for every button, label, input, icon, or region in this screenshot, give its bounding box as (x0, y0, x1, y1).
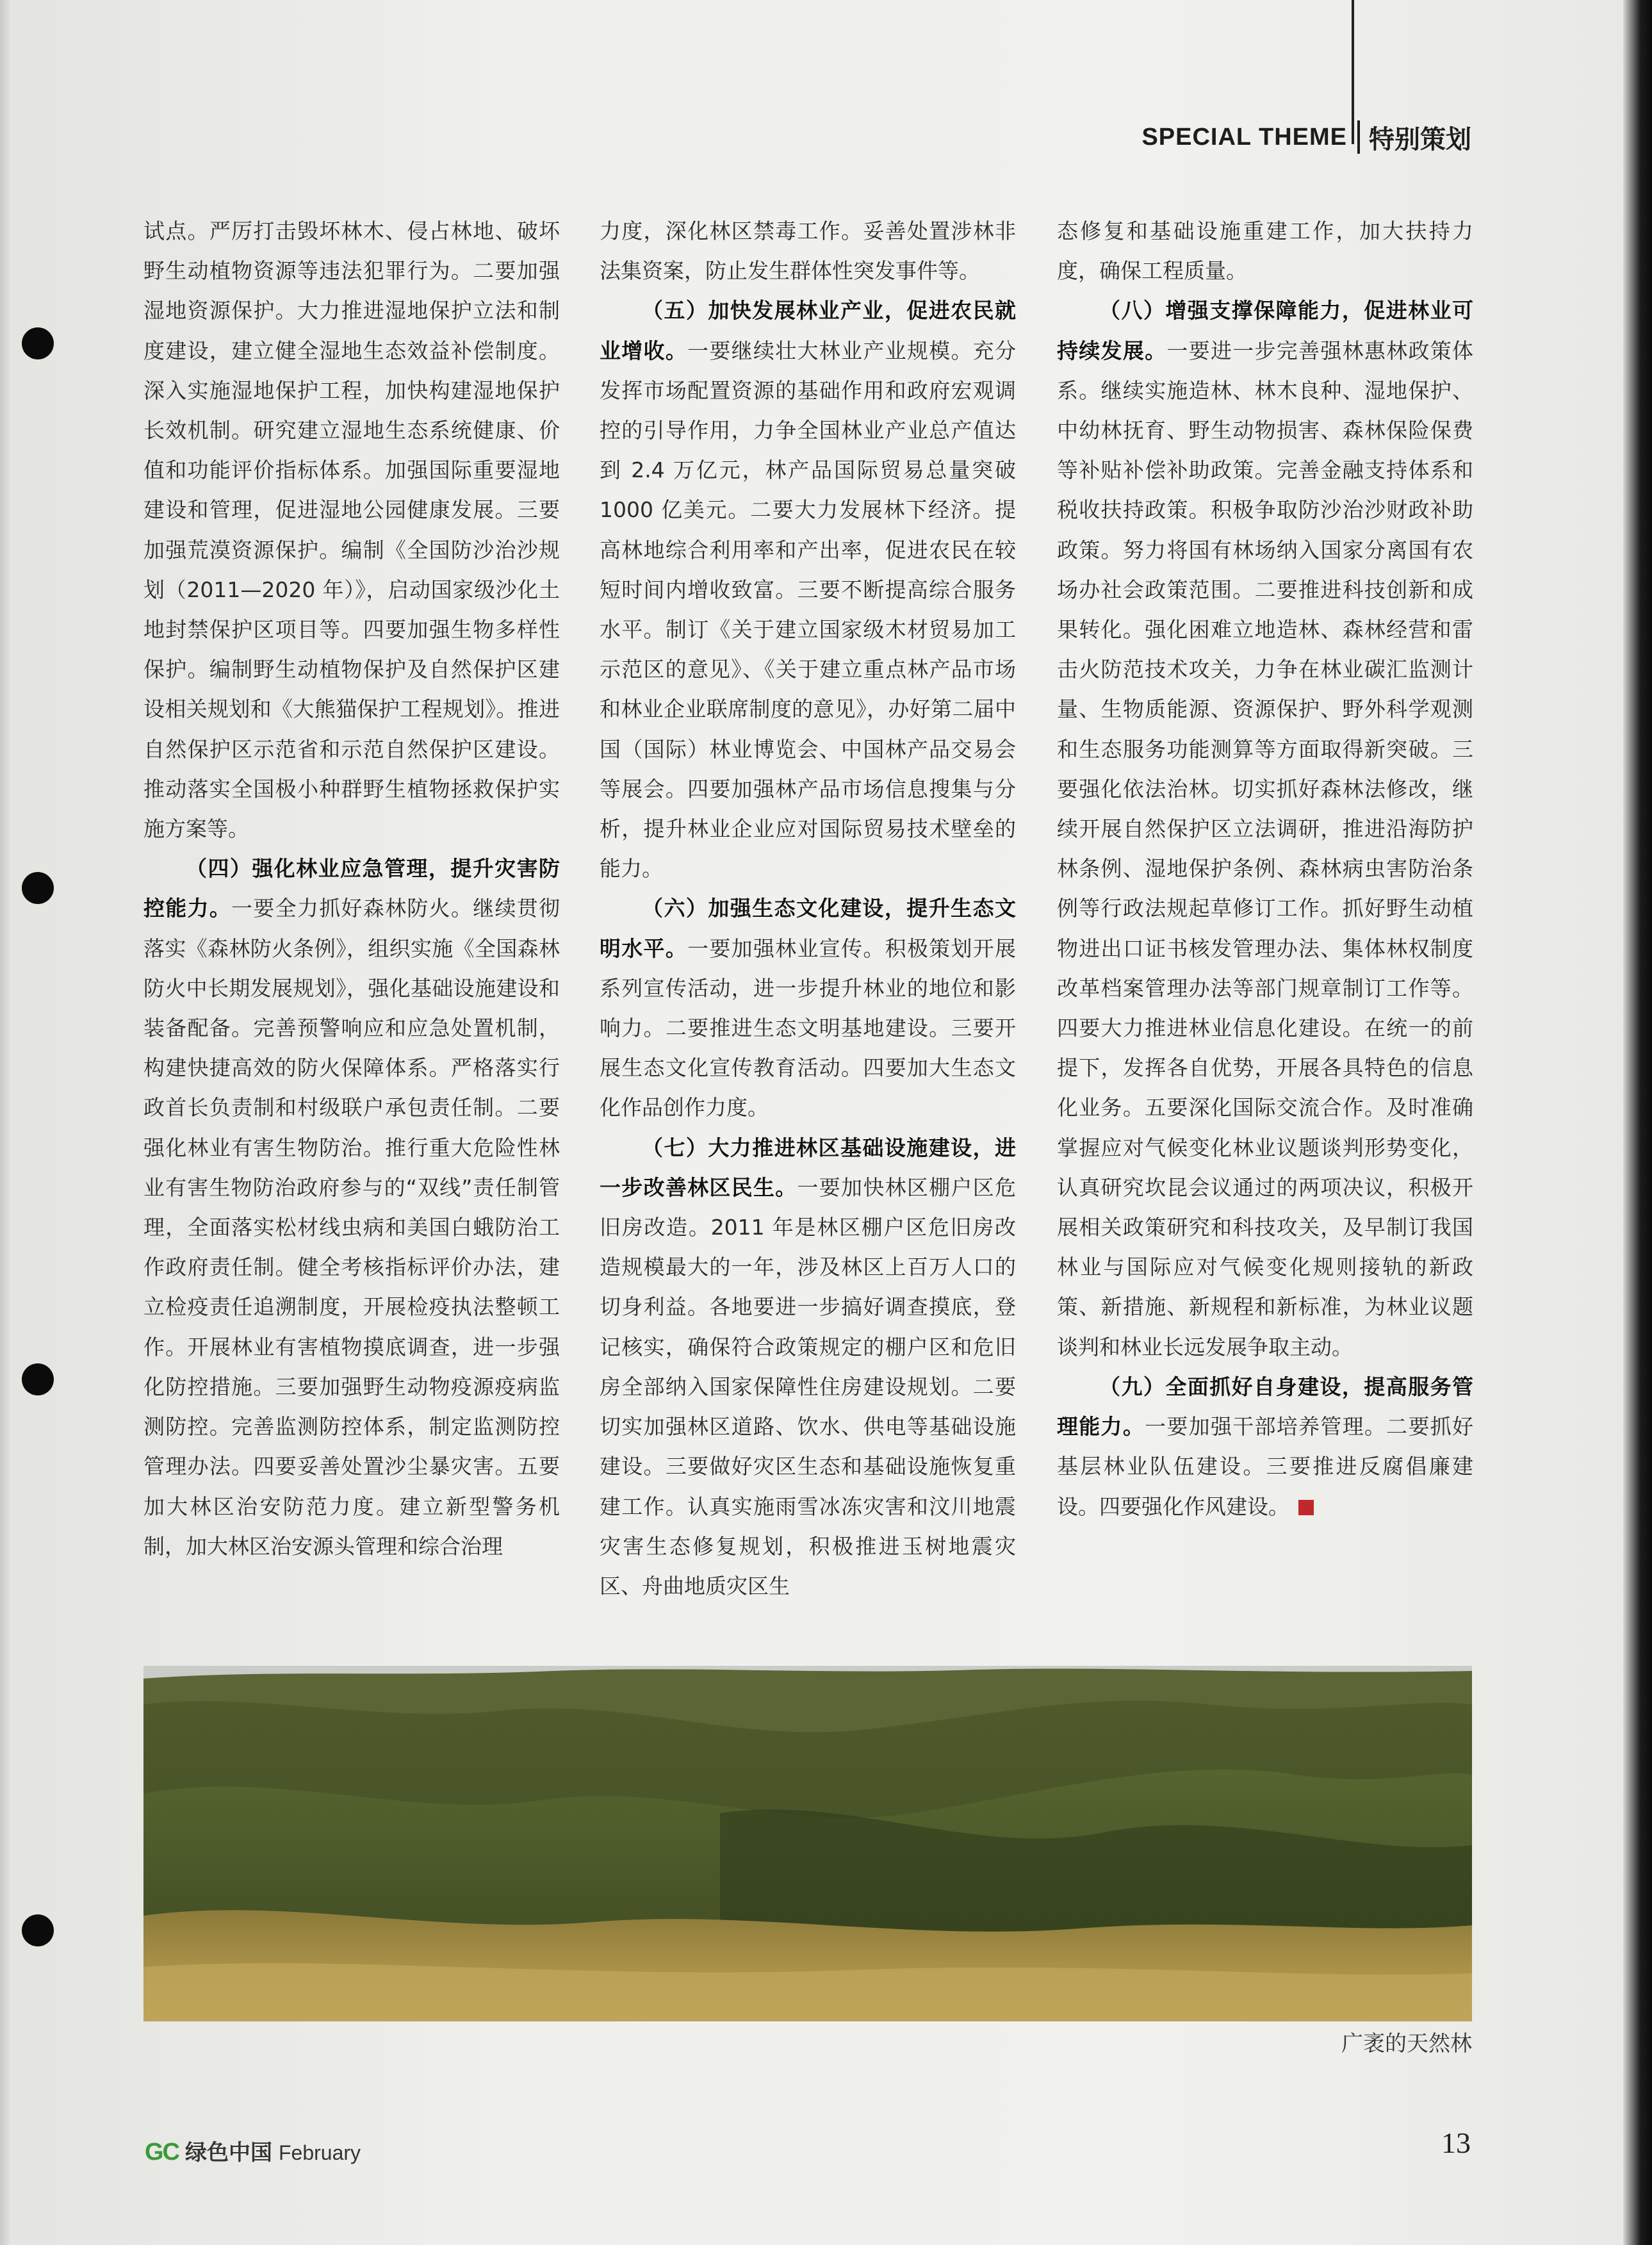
punch-hole (22, 1363, 54, 1395)
magazine-logo: GC (145, 2139, 179, 2166)
paragraph-text: 态修复和基础设施重建工作，加大扶持力度，确保工程质量。 (1057, 218, 1473, 284)
punch-hole (22, 327, 54, 359)
forest-landscape-photo (143, 1666, 1472, 2021)
article-paragraph (1057, 291, 1473, 1367)
magazine-name: 绿色中国 (185, 2140, 272, 2166)
paragraph-text: 一要全力抓好森林防火。继续贯彻落实《森林防火条例》，组织实施《全国森林防火中长期发展规划》，强化基础设施建设和装备配备。完善预警响应和应急处置机制，构建快捷高效的防火保障体系。严格落实行政首长负责制和村级联户承包责任制。二要强化林业有害生物防治。推行重大危险性林业有害生物防治政府参与的“双线”责任制管理，全面落实松材线虫病和美国白蛾防治工作政府责任制。健全考核指标评价办法，建立检疫责任追溯制度，开展检疫执法整顿工作。开展林业有害植物摸底调查，进一步强化防控措施。三要加强野生动物疫源疫病监测防控。完善监测防控体系，制定监测防控管理办法。四要妥善处置沙尘暴灾害。五要加大林区治安防范力度。建立新型警务机制，加大林区治安源头管理和综合治理 (143, 896, 560, 1559)
article-end-mark (1298, 1500, 1314, 1515)
paragraph-text: 一要加强干部培养管理。二要抓好基层林业队伍建设。三要推进反腐倡廉建设。四要强化作风建设。 (1057, 1414, 1474, 1519)
page-left-edge (0, 0, 12, 2245)
punch-hole (22, 1914, 54, 1946)
paragraph-continuation (600, 211, 1016, 291)
section-title-chinese: 特别策划 (1369, 124, 1471, 154)
text-column-1 (143, 211, 560, 1567)
header-separator (1357, 120, 1360, 154)
section-header (1141, 119, 1471, 155)
issue-month: February (279, 2141, 361, 2164)
paragraph-text: 一要加强林业宣传。积极策划开展系列宣传活动，进一步提升林业的地位和影响力。二要推进生态文明基地建设。三要开展生态文化宣传教育活动。四要加大生态文化作品创作力度。 (600, 935, 1017, 1121)
page-right-edge-shadow (1623, 0, 1652, 2245)
text-column-3 (1057, 211, 1473, 1527)
paragraph-text: 一要加快林区棚户区危旧房改造。2011 年是林区棚户区危旧房改造规模最大的一年，涉及林区上百万人口的切身利益。各地要进一步搞好调查摸底，登记核实，确保符合政策规定的棚户区和危旧房全部纳入国家保障性住房建设规划。二要切实加强林区道路、饮水、供电等基础设施建设。三要做好灾区生态和基础设施恢复重建工作。认真实施雨雪冰冻灾害和汶川地震灾害生态修复规划，积极推进玉树地震灾区、舟曲地质灾区生 (600, 1174, 1017, 1599)
section-heading: （八）增强支撑保障能力，促进林业可持续发展。 (1057, 298, 1473, 363)
section-heading: （六）加强生态文化建设，提升生态文明水平。 (600, 896, 1016, 961)
section-heading: （五）加快发展林业产业，促进农民就业增收。 (600, 298, 1016, 363)
article-paragraph (600, 291, 1016, 889)
page-number: 13 (1441, 2126, 1471, 2159)
paragraph-continuation (1057, 211, 1473, 291)
section-title-english: SPECIAL THEME (1141, 123, 1347, 151)
text-column-2 (600, 211, 1016, 1606)
article-paragraph (143, 849, 560, 1567)
section-heading: （九）全面抓好自身建设，提高服务管理能力。 (1057, 1374, 1473, 1440)
forest-landscape-image (143, 1666, 1472, 2021)
paragraph-text: 一要进一步完善强林惠林政策体系。继续实施造林、林木良种、湿地保护、中幼林抚育、野生动物损害、森林保险保费等补贴补偿补助政策。完善金融支持体系和税收扶持政策。积极争取防沙治沙财政补助政策。努力将国有林场纳入国家分离国有农场办社会政策范围。二要推进科技创新和成果转化。强化困难立地造林、森林经营和雷击火防范技术攻关，力争在林业碳汇监测计量、生物质能源、资源保护、野外科学观测和生态服务功能测算等方面取得新突破。三要强化依法治林。切实抓好森林法修改，继续开展自然保护区立法调研，推进沿海防护林条例、湿地保护条例、森林病虫害防治条例等行政法规起草修订工作。抓好野生动植物进出口证书核发管理办法、集体林权制度改革档案管理办法等部门规章制订工作等。四要大力推进林业信息化建设。在统一的前提下，发挥各自优势，开展各具特色的信息化业务。五要深化国际交流合作。及时准确掌握应对气候变化林业议题谈判形势变化，认真研究坎昆会议通过的两项决议，积极开展相关政策研究和科技攻关，及早制订我国林业与国际应对气候变化规则接轨的新政策、新措施、新规程和新标准，为林业议题谈判和林业长远发展争取主动。 (1057, 338, 1474, 1360)
article-paragraph (1057, 1367, 1473, 1527)
section-heading: （七）大力推进林区基础设施建设，进一步改善林区民生。 (600, 1135, 1016, 1200)
paragraph-continuation (143, 211, 560, 849)
photo-caption: 广袤的天然林 (1341, 2031, 1472, 2057)
article-paragraph (600, 1128, 1016, 1606)
paragraph-text: 力度，深化林区禁毒工作。妥善处置涉林非法集资案，防止发生群体性突发事件等。 (600, 218, 1016, 284)
punch-hole (22, 872, 54, 904)
section-heading: （四）强化林业应急管理，提升灾害防控能力。 (143, 856, 560, 921)
article-paragraph (600, 889, 1016, 1128)
paragraph-text: 试点。严厉打击毁坏林木、侵占林地、破坏野生动植物资源等违法犯罪行为。二要加强湿地资源保护。大力推进湿地保护立法和制度建设，建立健全湿地生态效益补偿制度。深入实施湿地保护工程，加快构建湿地保护长效机制。研究建立湿地生态系统健康、价值和功能评价指标体系。加强国际重要湿地建设和管理，促进湿地公园健康发展。三要加强荒漠资源保护。编制《全国防沙治沙规划（2011—2020 年）》，启动国家级沙化土地封禁保护区项目等。四要加强生物多样性保护。编制野生动植物保护及自然保护区建设相关规划和《大熊猫保护工程规划》。推进自然保护区示范省和示范自然保护区建设。推动落实全国极小种群野生植物拯救保护实施方案等。 (143, 218, 560, 842)
paragraph-text: 一要继续壮大林业产业规模。充分发挥市场配置资源的基础作用和政府宏观调控的引导作用，力争全国林业产业总产值达到 2.4 万亿元，林产品国际贸易总量突破 1000 亿美元。二要大力发展林下经济。提高林地综合利用率和产出率，促进农民在较短时间内增收致富。三要不断提高综合服务水平。制订《关于建立国家级木材贸易加工示范区的意见》、《关于建立重点林产品市场和林业企业联席制度的意见》，办好第二届中国（国际）林业博览会、中国林产品交易会等展会。四要加强林产品市场信息搜集与分析，提升林业企业应对国际贸易技术壁垒的能力。 (600, 338, 1017, 882)
magazine-footer (145, 2135, 361, 2166)
